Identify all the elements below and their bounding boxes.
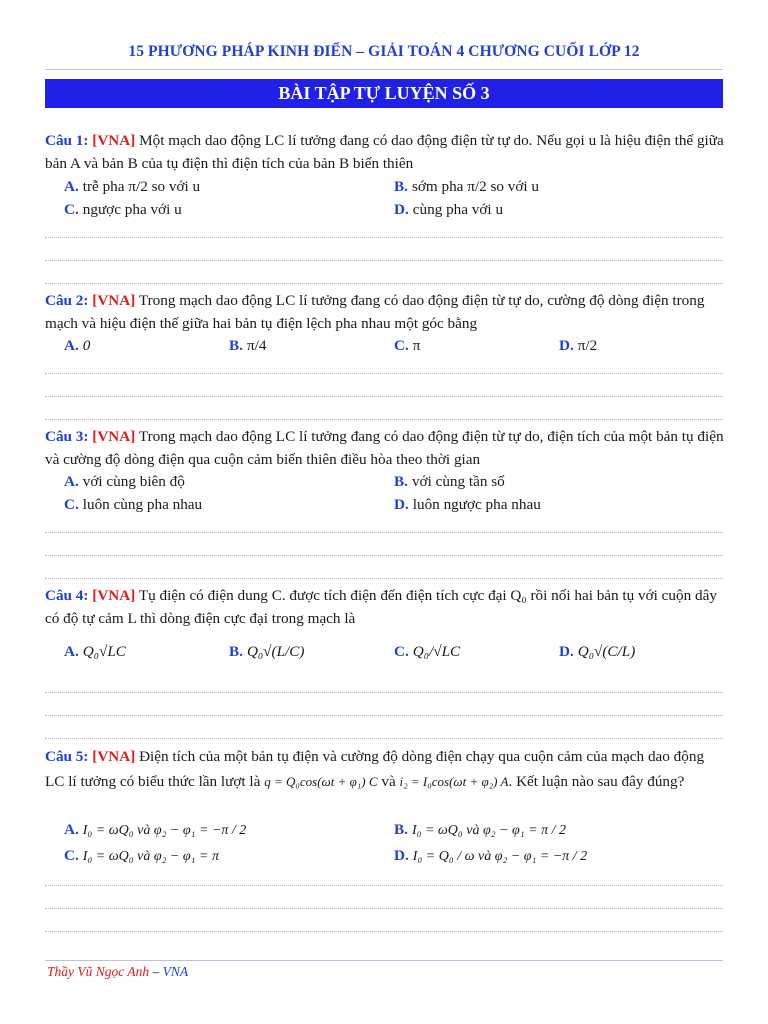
option-c: C. π <box>394 337 421 354</box>
question-text: Điện tích của một bản tụ điện và cường độ dòng điện chạy qua cuộn cảm của mạch dao động LC lí tưởng có biểu thức lần lượt là <box>45 748 705 790</box>
answer-line <box>45 931 723 932</box>
question-4 <box>45 584 724 630</box>
answer-line <box>45 237 723 238</box>
option-b: B. I₀ = ωQ₀ và φ₂ − φ₁ = π / 2 <box>394 821 567 838</box>
question-tag: [VNA] <box>92 748 136 765</box>
formula: Q₀√LC <box>82 643 126 660</box>
footer-brand: VNA <box>162 964 189 979</box>
answer-line <box>45 738 723 739</box>
answer-line <box>45 555 723 556</box>
option-d: D. I₀ = Q₀ / ω và φ₂ − φ₁ = −π / 2 <box>394 847 588 864</box>
option-b: B. sớm pha π/2 so với u <box>394 178 540 195</box>
question-number: Câu 2: <box>45 292 89 309</box>
document-header-title: 15 PHƯƠNG PHÁP KINH ĐIỂN – GIẢI TOÁN 4 CHƯƠNG CUỐI LỚP 12 <box>128 43 640 60</box>
option-d: D. cùng pha với u <box>394 201 504 218</box>
question-number: Câu 4: <box>45 587 89 604</box>
option-a: A. trễ pha π/2 so với u <box>64 178 201 195</box>
option-c: C. Q₀/√LC <box>394 643 461 660</box>
question-tag: [VNA] <box>92 292 136 309</box>
question-tag: [VNA] <box>92 132 136 149</box>
option-d: D. Q₀√(C/L) <box>559 643 636 660</box>
answer-line <box>45 260 723 261</box>
option-a: A. I₀ = ωQ₀ và φ₂ − φ₁ = −π / 2 <box>64 821 247 838</box>
question-text: Trong mạch dao động LC lí tưởng đang có dao động điện từ tự do, điện tích của một bản tụ điện và cường độ dòng điện qua cuộn cảm biến thiên điều hòa theo thời gian <box>45 428 724 468</box>
option-b: B. với cùng tần số <box>394 473 505 490</box>
answer-line <box>45 419 723 420</box>
option-a: A. với cùng biên độ <box>64 473 185 490</box>
question-tag: [VNA] <box>92 587 136 604</box>
question-text: Trong mạch dao động LC lí tưởng đang có dao động điện từ tự do, cường độ dòng điện trong mạch và hiệu điện thế giữa hai bản tụ điện lệch pha nhau một góc bằng <box>45 292 705 332</box>
formula: Q₀/√LC <box>412 643 461 660</box>
answer-line <box>45 908 723 909</box>
answer-line <box>45 578 723 579</box>
answer-line <box>45 373 723 374</box>
question-2 <box>45 289 724 335</box>
answer-line <box>45 885 723 886</box>
option-a: A. Q₀√LC <box>64 643 126 660</box>
option-c: C. luôn cùng pha nhau <box>64 496 203 513</box>
option-b: B. π/4 <box>229 337 267 354</box>
question-tag: [VNA] <box>92 428 136 445</box>
answer-line <box>45 283 723 284</box>
question-number: Câu 5: <box>45 748 89 765</box>
formula-current: i₂ = I₀cos(ωt + φ₂) A <box>399 774 509 789</box>
question-1 <box>45 129 724 175</box>
question-text: Một mạch dao động LC lí tưởng đang có dao động điện từ tự do. Nếu gọi u là hiệu điện thế giữa bản A và bản B của tụ điện thì điện tích của bản B biến thiên <box>45 132 724 172</box>
answer-line <box>45 715 723 716</box>
answer-line <box>45 396 723 397</box>
footer-divider <box>45 960 723 961</box>
question-number: Câu 3: <box>45 428 89 445</box>
option-d: D. π/2 <box>559 337 598 354</box>
footer: Thầy Vũ Ngọc Anh – VNA <box>47 964 189 979</box>
option-a: A. 0 <box>64 337 91 354</box>
question-text-end: . Kết luận nào sau đây đúng? <box>508 773 685 790</box>
question-5: Câu 5: [VNA] Điện tích của một bản tụ điện và cường độ dòng điện chạy qua cuộn cảm của mạch dao động LC lí tưởng có biểu thức lần lượt là q = Q₀cos(ωt + φ₁) C và i₂ = I₀cos(ωt + φ₂) A. Kết luận nào sau đây đúng? <box>45 748 705 790</box>
answer-line <box>45 692 723 693</box>
option-c: C. ngược pha với u <box>64 201 182 218</box>
question-text: Tụ điện có điện dung C. được tích điện đến điện tích cực đại Q₀ rồi nối hai bản tụ với cuộn dây có độ tự cảm L thì dòng điện cực đại trong mạch là <box>45 587 717 627</box>
option-d: D. luôn ngược pha nhau <box>394 496 541 513</box>
header-divider <box>45 69 723 70</box>
formula: Q₀√(C/L) <box>577 643 636 660</box>
question-number: Câu 1: <box>45 132 89 149</box>
formula: Q₀√(L/C) <box>246 643 305 660</box>
section-banner: BÀI TẬP TỰ LUYỆN SỐ 3 <box>45 79 723 108</box>
option-b: B. Q₀√(L/C) <box>229 643 305 660</box>
footer-author: Thầy Vũ Ngọc Anh <box>47 964 150 979</box>
answer-line <box>45 532 723 533</box>
formula-charge: q = Q₀cos(ωt + φ₁) C <box>264 774 378 789</box>
question-3 <box>45 425 724 471</box>
option-c: C. I₀ = ωQ₀ và φ₂ − φ₁ = π <box>64 847 219 864</box>
